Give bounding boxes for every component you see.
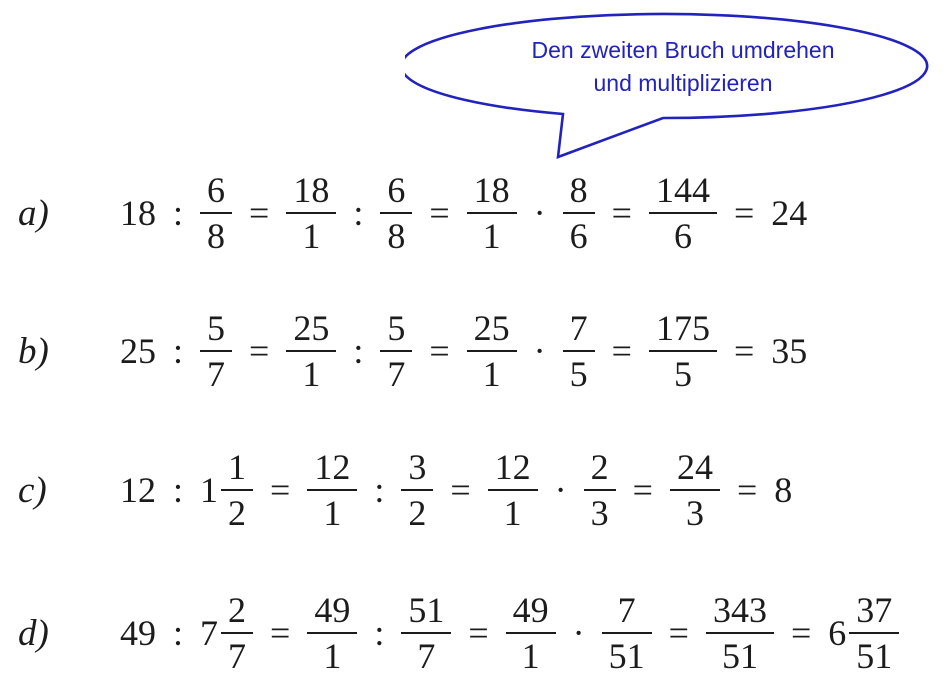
- row-label: d): [18, 612, 49, 654]
- fraction-denominator: 8: [387, 216, 406, 257]
- fraction: [467, 308, 517, 395]
- fraction-denominator: 1: [503, 493, 522, 534]
- number: 25: [120, 331, 156, 372]
- fraction-denominator: 8: [207, 216, 226, 257]
- fraction: [200, 170, 232, 257]
- fraction: [849, 590, 899, 677]
- fraction-numerator: 175: [655, 308, 710, 348]
- fraction-numerator: 8: [569, 170, 588, 210]
- fraction-numerator: 49: [314, 590, 351, 630]
- equation-row: [18, 170, 807, 257]
- operator: =: [249, 193, 270, 234]
- fraction: [584, 447, 616, 534]
- fraction: [307, 590, 357, 677]
- number: 24: [771, 193, 808, 234]
- fraction-numerator: 5: [387, 308, 406, 348]
- operator: ·: [554, 470, 567, 511]
- fraction-numerator: 7: [617, 590, 636, 630]
- operator: :: [173, 613, 184, 654]
- mixed-number: [828, 590, 899, 677]
- fraction: [286, 170, 336, 257]
- fraction-numerator: 12: [494, 447, 531, 487]
- mixed-number: [200, 590, 253, 677]
- fraction-numerator: 343: [712, 590, 767, 630]
- operator: =: [611, 331, 632, 372]
- fraction-denominator: 51: [608, 636, 645, 677]
- fraction-denominator: 3: [590, 493, 609, 534]
- row-label: a): [18, 192, 49, 234]
- fraction-numerator: 5: [207, 308, 226, 348]
- whole-part: 7: [200, 613, 219, 654]
- fraction: [380, 308, 412, 395]
- fraction: [467, 170, 517, 257]
- whole-part: 1: [200, 470, 219, 511]
- fraction: [488, 447, 538, 534]
- row-label: b): [18, 330, 49, 372]
- fraction-numerator: 25: [293, 308, 330, 348]
- fraction: [563, 170, 595, 257]
- fraction-denominator: 3: [685, 493, 704, 534]
- fraction: [506, 590, 556, 677]
- fraction-numerator: 144: [655, 170, 710, 210]
- equation-row: [18, 308, 807, 395]
- fraction: [221, 447, 253, 534]
- operator: =: [611, 193, 632, 234]
- mixed-number: [200, 447, 253, 534]
- equation-row: [18, 447, 792, 534]
- whole-part: 6: [828, 613, 847, 654]
- operator: =: [668, 613, 689, 654]
- operator: =: [632, 470, 653, 511]
- fraction: [670, 447, 720, 534]
- fraction-numerator: 6: [387, 170, 406, 210]
- fraction-numerator: 49: [512, 590, 549, 630]
- operator: :: [374, 470, 385, 511]
- fraction-numerator: 6: [207, 170, 226, 210]
- row-label: c): [18, 469, 47, 511]
- speech-bubble-text-line1: Den zweiten Bruch umdrehen: [531, 37, 835, 63]
- number: 18: [120, 193, 156, 234]
- fraction-denominator: 1: [482, 216, 501, 257]
- fraction-denominator: 5: [569, 354, 588, 395]
- fraction-denominator: 1: [302, 354, 321, 395]
- operator: =: [733, 193, 755, 234]
- fraction-denominator: 1: [302, 216, 321, 257]
- operator: =: [270, 613, 291, 654]
- fraction-denominator: 51: [721, 636, 758, 677]
- fraction-numerator: 3: [408, 447, 427, 487]
- number: 49: [120, 613, 156, 654]
- operator: ·: [533, 331, 546, 372]
- fraction: [563, 308, 595, 395]
- operator: :: [173, 470, 184, 511]
- fraction-numerator: 12: [314, 447, 351, 487]
- operator: =: [270, 470, 291, 511]
- fraction-denominator: 7: [417, 636, 436, 677]
- fraction-denominator: 5: [673, 354, 692, 395]
- operator: :: [353, 193, 364, 234]
- equation-row: [18, 590, 899, 677]
- fraction-denominator: 6: [569, 216, 588, 257]
- fraction-denominator: 1: [323, 493, 342, 534]
- fraction: [706, 590, 774, 677]
- fraction-numerator: 18: [473, 170, 510, 210]
- speech-bubble: [405, 6, 952, 171]
- operator: =: [429, 193, 450, 234]
- fraction-numerator: 2: [590, 447, 609, 487]
- fraction-denominator: 7: [228, 636, 247, 677]
- operator: :: [353, 331, 364, 372]
- number: 12: [120, 470, 156, 511]
- fraction: [286, 308, 336, 395]
- fraction: [649, 308, 717, 395]
- fraction-numerator: 1: [228, 447, 247, 487]
- operator: =: [468, 613, 489, 654]
- operator: :: [173, 331, 184, 372]
- fraction: [221, 590, 253, 677]
- operator: ·: [572, 613, 585, 654]
- speech-bubble-text-line2: und multiplizieren: [593, 70, 773, 96]
- fraction-numerator: 2: [228, 590, 247, 630]
- fraction-numerator: 7: [569, 308, 588, 348]
- operator: =: [736, 470, 758, 511]
- operator: =: [733, 331, 755, 372]
- fraction: [307, 447, 357, 534]
- operator: =: [790, 613, 812, 654]
- fraction-numerator: 51: [408, 590, 445, 630]
- fraction-numerator: 24: [676, 447, 713, 487]
- fraction-numerator: 25: [473, 308, 510, 348]
- fraction: [401, 590, 451, 677]
- fraction-numerator: 37: [856, 590, 893, 630]
- fraction-denominator: 1: [482, 354, 501, 395]
- operator: =: [429, 331, 450, 372]
- operator: :: [173, 193, 184, 234]
- fraction: [649, 170, 717, 257]
- fraction-denominator: 51: [856, 636, 893, 677]
- fraction: [401, 447, 433, 534]
- fraction-denominator: 2: [408, 493, 427, 534]
- fraction-denominator: 6: [673, 216, 692, 257]
- fraction-denominator: 2: [228, 493, 247, 534]
- fraction: [380, 170, 412, 257]
- operator: :: [374, 613, 385, 654]
- fraction-denominator: 1: [521, 636, 540, 677]
- fraction-denominator: 7: [387, 354, 406, 395]
- number: 35: [771, 331, 808, 372]
- fraction-denominator: 1: [323, 636, 342, 677]
- fraction: [200, 308, 232, 395]
- operator: ·: [533, 193, 546, 234]
- fraction: [602, 590, 652, 677]
- operator: =: [450, 470, 471, 511]
- operator: =: [249, 331, 270, 372]
- fraction-denominator: 7: [207, 354, 226, 395]
- number: 8: [774, 470, 793, 511]
- fraction-numerator: 18: [293, 170, 330, 210]
